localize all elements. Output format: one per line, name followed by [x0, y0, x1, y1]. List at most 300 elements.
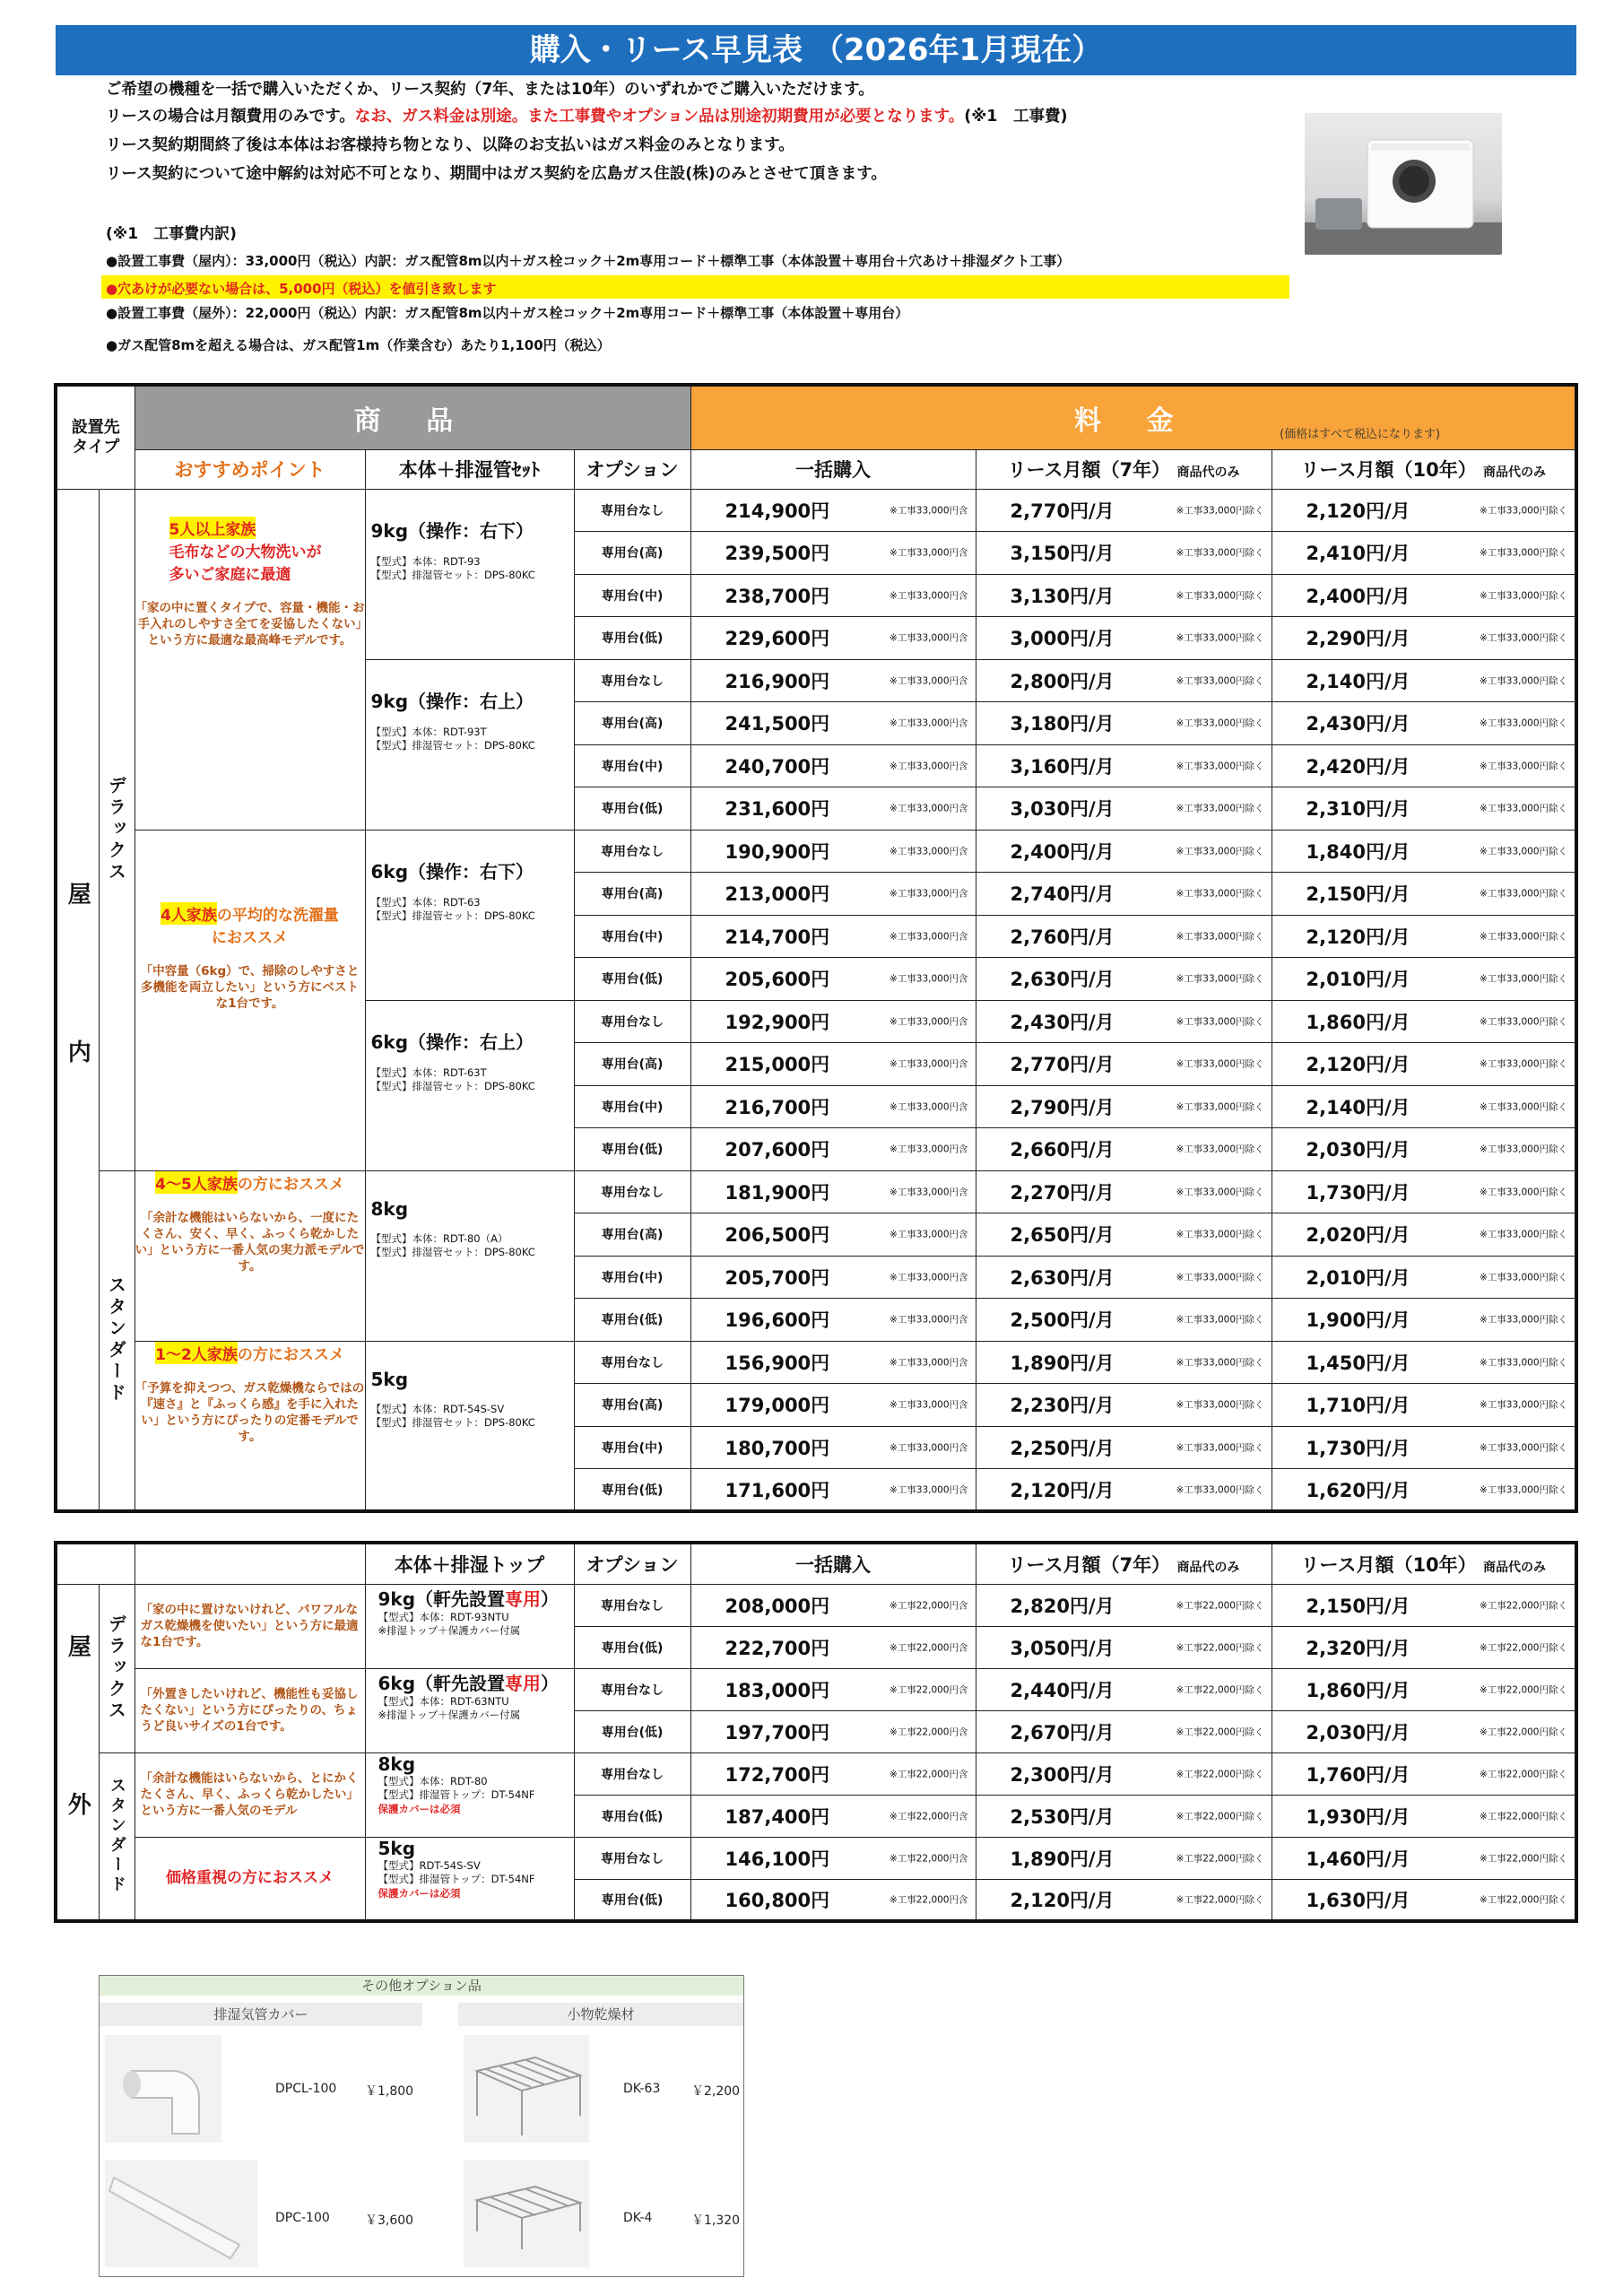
price-note: ※工事33,000円含	[889, 1272, 968, 1283]
table-row	[56, 1837, 1576, 1879]
price-note: ※工事33,000円除く	[1479, 590, 1568, 602]
type-deluxe: デラックス	[99, 1584, 135, 1752]
recommend-title	[135, 902, 365, 925]
price-cell	[976, 1256, 1271, 1299]
price-note: ※工事33,000円除く	[1479, 803, 1568, 814]
price-value: 2,660円/月	[1010, 1139, 1115, 1161]
price-value: 3,150円/月	[1010, 543, 1115, 565]
recommend-title	[135, 517, 365, 539]
price-cell	[690, 1213, 976, 1257]
price-note: ※工事33,000円除く	[1479, 888, 1568, 900]
option-label: 専用台なし	[574, 1170, 690, 1213]
price-cell	[1271, 1213, 1576, 1257]
price-note: ※工事33,000円除く	[1479, 718, 1568, 729]
price-cell	[1271, 830, 1576, 873]
price-value: 3,030円/月	[1010, 798, 1115, 821]
option-label: 専用台(中)	[574, 1426, 690, 1469]
model-cover-required: 保護カバーは必須	[378, 1886, 461, 1900]
model-type-body: 【型式】RDT-54S-SV	[378, 1858, 481, 1872]
option-label: 専用台(高)	[574, 1043, 690, 1086]
price-value: 1,450円/月	[1306, 1352, 1410, 1374]
price-note: ※工事33,000円含	[889, 718, 968, 729]
price-cell	[1271, 873, 1576, 916]
price-note: ※工事33,000円除く	[1176, 761, 1264, 772]
price-cell	[1271, 702, 1576, 745]
price-value: 2,120円/月	[1010, 1889, 1115, 1911]
price-value: 222,700円	[725, 1637, 830, 1659]
price-note: ※工事22,000円除く	[1479, 1811, 1567, 1822]
price-value: 216,700円	[725, 1096, 830, 1118]
price-cell	[1271, 1879, 1576, 1921]
price-note: ※工事22,000円除く	[1479, 1600, 1567, 1611]
price-cell	[976, 1426, 1271, 1469]
accessory-price-2: ￥3,600	[365, 2213, 414, 2228]
option-label: 専用台(高)	[574, 532, 690, 575]
recommend-t3: 多いご家庭に最適	[169, 565, 291, 584]
price-cell	[690, 659, 976, 702]
price-note: ※工事22,000円除く	[1479, 1726, 1567, 1737]
price-cell	[690, 1752, 976, 1795]
price-cell	[1271, 1085, 1576, 1128]
price-value: 238,700円	[725, 585, 830, 607]
rack-large-image	[464, 2035, 589, 2143]
price-value: 192,900円	[725, 1011, 830, 1033]
recommend-text: 「家の中に置くタイプで、容量・機能・お手入れのしやすさ全てを妥協したくない」という方に最適な最高峰モデルです。	[135, 600, 365, 648]
model-type-top: ※排湿トップ＋保護カバー付属	[378, 1623, 521, 1637]
price-note: ※工事33,000円除く	[1479, 1058, 1568, 1070]
model-cell	[365, 1000, 574, 1170]
price-cell	[976, 617, 1271, 660]
note-1: ●設置工事費（屋内）：33,000円（税込）内訳：ガス配管8m以内＋ガス栓コック＋2m専用コード＋標準工事（本体設置＋専用台＋穴あけ＋排湿ダクト工事）	[106, 253, 1071, 269]
model-type-pipe: 【型式】排湿管セット：DPS-80KC	[370, 909, 535, 922]
col-body: 本体＋排湿管ｾｯﾄ	[365, 449, 574, 489]
option-label: 専用台(高)	[574, 1213, 690, 1257]
model-type-top: 【型式】排湿管トップ：DT-54NF	[378, 1787, 535, 1801]
note-3: ●設置工事費（屋外）：22,000円（税込）内訳：ガス配管8m以内＋ガス栓コック＋2m専用コード＋標準工事（本体設置＋専用台）	[106, 305, 909, 321]
price-note: ※工事33,000円除く	[1479, 1272, 1568, 1283]
table-row	[56, 1752, 1576, 1795]
price-note: ※工事33,000円除く	[1479, 1484, 1568, 1495]
model-type-body: 【型式】本体：RDT-80	[378, 1774, 488, 1787]
price-value: 3,050円/月	[1010, 1637, 1115, 1659]
price-value: 241,500円	[725, 713, 830, 735]
price-note: ※工事33,000円除く	[1176, 1272, 1264, 1283]
accessory-box	[99, 1975, 744, 2277]
model-cell	[365, 1170, 574, 1341]
price-value: 2,270円/月	[1010, 1181, 1115, 1204]
price-value: 2,120円/月	[1010, 1479, 1115, 1501]
accessory-code-4: DK-4	[623, 2211, 653, 2225]
price-note: ※工事33,000円含	[889, 547, 968, 559]
option-label: 専用台(低)	[574, 1710, 690, 1752]
price-cell	[690, 1795, 976, 1837]
price-value: 2,630円/月	[1010, 969, 1115, 991]
price-note: ※工事33,000円含	[889, 1229, 968, 1240]
price-note: ※工事33,000円除く	[1176, 973, 1264, 985]
price-note: ※工事33,000円除く	[1479, 505, 1568, 517]
price-cell	[1271, 1710, 1576, 1752]
price-note: ※工事33,000円含	[889, 1016, 968, 1028]
price-cell	[690, 744, 976, 787]
price-value: 1,620円/月	[1306, 1479, 1410, 1501]
price-note: ※工事33,000円含	[889, 1442, 968, 1454]
price-note: ※工事22,000円除く	[1479, 1853, 1567, 1864]
model-type-pipe: 【型式】排湿管セット：DPS-80KC	[370, 1415, 535, 1429]
note-2: ●穴あけが必要ない場合は、5,000円（税込）を値引き致します	[106, 281, 497, 297]
price-value: 2,430円/月	[1010, 1011, 1115, 1033]
recommend-text: 価格重視の方におススメ	[166, 1869, 334, 1888]
price-cell	[976, 1085, 1271, 1128]
price-note: ※工事33,000円含	[889, 590, 968, 602]
price-value: 208,000円	[725, 1595, 830, 1617]
model-name	[366, 1753, 574, 1775]
outdoor-col-body: 本体＋排湿トップ	[365, 1543, 574, 1584]
price-cell	[1271, 489, 1576, 532]
option-label: 専用台なし	[574, 1341, 690, 1384]
model-name: 8kg	[370, 1197, 409, 1220]
price-note: ※工事33,000円含	[889, 1314, 968, 1326]
price-value: 197,700円	[725, 1721, 830, 1744]
price-cell	[1271, 1256, 1576, 1299]
model-name: 6kg（操作：右下）	[370, 860, 534, 883]
price-cell	[976, 1213, 1271, 1257]
option-label: 専用台(低)	[574, 1626, 690, 1668]
price-value: 229,600円	[725, 628, 830, 650]
price-cell	[1271, 1795, 1576, 1837]
price-value: 1,900円/月	[1306, 1309, 1410, 1332]
price-value: 2,030円/月	[1306, 1139, 1410, 1161]
price-value: 1,890円/月	[1010, 1848, 1115, 1870]
price-note: ※工事33,000円除く	[1479, 1399, 1568, 1411]
price-value: 2,150円/月	[1306, 1595, 1410, 1617]
price-cell	[976, 1837, 1271, 1879]
price-value: 205,700円	[725, 1266, 830, 1289]
price-note: ※工事22,000円除く	[1176, 1769, 1264, 1779]
option-label: 専用台(中)	[574, 915, 690, 958]
model-type-top: ※排湿トップ＋保護カバー付属	[378, 1708, 521, 1721]
price-note: ※工事33,000円除く	[1176, 1101, 1264, 1113]
price-note: ※工事33,000円含	[889, 1357, 968, 1369]
price-note: ※工事33,000円除く	[1176, 803, 1264, 814]
model-name-text: 9kg（軒先設置	[378, 1587, 506, 1610]
model-name-text: 6kg（軒先設置	[378, 1672, 506, 1694]
recommend-cell	[135, 1584, 365, 1668]
price-note: ※工事33,000円除く	[1176, 1016, 1264, 1028]
price-value: 2,800円/月	[1010, 670, 1115, 692]
price-cell	[1271, 1837, 1576, 1879]
type-deluxe: デラックス	[99, 489, 135, 1170]
price-value: 2,010円/月	[1306, 969, 1410, 991]
price-cell	[976, 830, 1271, 873]
outdoor-location-placeholder	[56, 1543, 135, 1584]
recommend-text: 「予算を抑えつつ、ガス乾燥機ならではの『速さ』と『ふっくら感』を手に入れたい」という方にぴったりの定番モデルです。	[135, 1380, 365, 1444]
price-note: ※工事33,000円除く	[1176, 547, 1264, 559]
price-note: ※工事33,000円含	[889, 888, 968, 900]
price-value: 1,630円/月	[1306, 1889, 1410, 1911]
col-buy: 一括購入	[690, 449, 976, 489]
price-cell	[690, 702, 976, 745]
option-label: 専用台なし	[574, 659, 690, 702]
recommend-highlight: 4～5人家族	[155, 1171, 238, 1194]
price-note: ※工事33,000円除く	[1479, 1357, 1568, 1369]
price-value: 156,900円	[725, 1352, 830, 1374]
price-cell	[976, 915, 1271, 958]
price-cell	[690, 1710, 976, 1752]
price-value: 2,420円/月	[1306, 755, 1410, 778]
model-name	[366, 1585, 574, 1611]
price-note: ※工事33,000円除く	[1176, 888, 1264, 900]
accessory-code-2: DPC-100	[275, 2211, 330, 2225]
price-value: 216,900円	[725, 670, 830, 692]
price-value: 2,010円/月	[1306, 1266, 1410, 1289]
recommend-cell	[135, 1170, 365, 1341]
price-note: ※工事33,000円除く	[1176, 1399, 1264, 1411]
price-note: ※工事33,000円除く	[1176, 1058, 1264, 1070]
model-type-pipe: 【型式】排湿管セット：DPS-80KC	[370, 568, 535, 581]
price-cell	[690, 489, 976, 532]
price-header: 料 金 (価格はすべて税込になります)	[690, 385, 1576, 449]
price-note: ※工事22,000円除く	[1176, 1684, 1264, 1695]
pipe-cover-image	[105, 2160, 257, 2267]
model-cell	[365, 830, 574, 1000]
intro-line-4: リース契約について途中解約は対応不可となり、期間中はガス契約を広島ガス住設(株)のみとさせて頂きます。	[106, 165, 887, 183]
price-cell	[1271, 1668, 1576, 1710]
price-note: ※工事22,000円除く	[1479, 1894, 1567, 1906]
model-cell	[365, 1752, 574, 1837]
notes-heading: (※1 工事費内訳)	[106, 225, 237, 243]
price-cell	[690, 1043, 976, 1086]
option-label: 専用台(中)	[574, 574, 690, 617]
model-name-end: ）	[541, 1587, 560, 1610]
price-value: 2,320円/月	[1306, 1637, 1410, 1659]
price-value: 2,740円/月	[1010, 883, 1115, 906]
price-value: 2,440円/月	[1010, 1679, 1115, 1701]
price-note: ※工事33,000円含	[889, 505, 968, 517]
price-cell	[1271, 1384, 1576, 1427]
price-value: 160,800円	[725, 1889, 830, 1911]
price-value: 3,160円/月	[1010, 755, 1115, 778]
price-value: 2,030円/月	[1306, 1721, 1410, 1744]
price-note: ※工事33,000円含	[889, 846, 968, 857]
model-type-body: 【型式】本体：RDT-63NTU	[378, 1694, 509, 1708]
option-label: 専用台なし	[574, 489, 690, 532]
option-label: 専用台(中)	[574, 1085, 690, 1128]
price-cell	[1271, 1584, 1576, 1626]
price-note: ※工事33,000円除く	[1479, 1144, 1568, 1155]
price-value: 1,730円/月	[1306, 1437, 1410, 1459]
price-cell	[976, 1710, 1271, 1752]
price-cell	[976, 1795, 1271, 1837]
option-label: 専用台(低)	[574, 1795, 690, 1837]
table-row	[56, 1584, 1576, 1626]
price-note: ※工事33,000円除く	[1479, 1101, 1568, 1113]
model-name	[366, 1838, 574, 1859]
price-note: ※工事22,000円含	[889, 1853, 968, 1864]
intro-line-2a: リースの場合は月額費用のみです。	[106, 108, 355, 126]
recommend-text: 「外置きしたいけれど、機能性も妥協したくない」という方にぴったりの、ちょうど良いサイズの1台です。	[140, 1687, 359, 1734]
price-value: 2,410円/月	[1306, 543, 1410, 565]
option-label: 専用台(高)	[574, 1384, 690, 1427]
price-cell	[690, 1000, 976, 1043]
recommend-text: 「余計な機能はいらないから、一度にたくさん、安く、早く、ふっくら乾かしたい」という方に一番人気の実力派モデルです。	[135, 1210, 365, 1274]
price-value: 1,840円/月	[1306, 840, 1410, 863]
option-label: 専用台(低)	[574, 617, 690, 660]
price-value: 206,500円	[725, 1224, 830, 1247]
price-note: ※工事22,000円除く	[1176, 1642, 1264, 1653]
price-cell	[976, 574, 1271, 617]
price-cell	[690, 1879, 976, 1921]
price-value: 2,670円/月	[1010, 1721, 1115, 1744]
price-cell	[690, 958, 976, 1001]
price-note: ※工事33,000円含	[889, 675, 968, 687]
price-value: 2,120円/月	[1306, 500, 1410, 522]
price-value: 146,100円	[725, 1848, 830, 1870]
accessory-price-3: ￥2,200	[691, 2084, 741, 2099]
price-value: 1,460円/月	[1306, 1848, 1410, 1870]
price-cell	[976, 1752, 1271, 1795]
price-cell	[690, 1426, 976, 1469]
price-value: 2,140円/月	[1306, 1096, 1410, 1118]
model-name-red: 専用	[505, 1672, 542, 1694]
model-type-body: 【型式】本体：RDT-54S-SV	[370, 1402, 505, 1415]
option-label: 専用台(低)	[574, 1299, 690, 1342]
model-cover-required: 保護カバーは必須	[378, 1802, 461, 1815]
price-value: 240,700円	[725, 755, 830, 778]
table-row	[56, 1668, 1576, 1710]
intro-line-1: ご希望の機種を一括で購入いただくか、リース契約（7年、または10年）のいずれかでご購入いただけます。	[106, 81, 874, 99]
price-note: ※工事33,000円除く	[1479, 1314, 1568, 1326]
price-value: 180,700円	[725, 1437, 830, 1459]
price-cell	[1271, 617, 1576, 660]
price-note: ※工事33,000円含	[889, 1058, 968, 1070]
price-note: ※工事22,000円含	[889, 1726, 968, 1737]
model-name: 9kg（操作：右上）	[370, 690, 534, 712]
price-value: 1,760円/月	[1306, 1763, 1410, 1786]
price-value: 1,930円/月	[1306, 1805, 1410, 1828]
price-cell	[690, 1584, 976, 1626]
col-option: オプション	[574, 449, 690, 489]
price-note: ※工事33,000円除く	[1176, 590, 1264, 602]
recommend-t2: 毛布などの大物洗いが	[169, 543, 322, 561]
price-cell	[976, 1469, 1271, 1512]
price-note: ※工事33,000円除く	[1176, 846, 1264, 857]
type-standard: スタンダード	[99, 1170, 135, 1511]
recommend-text: 「余計な機能はいらないから、とにかくたくさん、早く、ふっくら乾かしたい」という方に一番人気のモデル	[140, 1771, 360, 1818]
recommend-title	[135, 1342, 365, 1364]
price-value: 2,120円/月	[1306, 926, 1410, 948]
price-value: 187,400円	[725, 1805, 830, 1828]
price-cell	[1271, 532, 1576, 575]
price-cell	[976, 1341, 1271, 1384]
price-value: 2,530円/月	[1010, 1805, 1115, 1828]
recommend-text: 「家の中に置けないけれど、パワフルなガス乾燥機を使いたい」という方に最適な1台です。	[140, 1603, 359, 1649]
intro-line-2c: (※1 工事費)	[964, 108, 1068, 126]
price-note: ※工事33,000円含	[889, 1101, 968, 1113]
price-value: 3,000円/月	[1010, 628, 1115, 650]
model-name: 6kg（操作：右上）	[370, 1031, 534, 1053]
price-note: ※工事33,000円含	[889, 1484, 968, 1495]
price-note: ※工事33,000円除く	[1479, 1442, 1568, 1454]
price-value: 3,180円/月	[1010, 713, 1115, 735]
option-label: 専用台なし	[574, 830, 690, 873]
price-note: ※工事22,000円含	[889, 1684, 968, 1695]
price-cell	[976, 659, 1271, 702]
option-label: 専用台なし	[574, 1000, 690, 1043]
col-recommend: おすすめポイント	[135, 449, 365, 489]
price-note: ※工事33,000円含	[889, 1144, 968, 1155]
recommend-cell	[135, 1341, 365, 1511]
price-value: 1,860円/月	[1306, 1679, 1410, 1701]
price-cell	[1271, 1043, 1576, 1086]
price-value: 2,140円/月	[1306, 670, 1410, 692]
price-note: ※工事22,000円除く	[1176, 1853, 1264, 1864]
price-value: 2,630円/月	[1010, 1266, 1115, 1289]
model-cell	[365, 489, 574, 659]
price-value: 2,430円/月	[1306, 713, 1410, 735]
price-cell	[1271, 1000, 1576, 1043]
page-title: 購入・リース早見表 （2026年1月現在）	[56, 25, 1576, 75]
price-cell	[976, 1384, 1271, 1427]
accessory-code-1: DPCL-100	[275, 2082, 337, 2096]
option-label: 専用台(低)	[574, 1128, 690, 1171]
price-cell	[976, 787, 1271, 831]
price-cell	[1271, 1469, 1576, 1512]
model-name-end: ）	[541, 1672, 560, 1694]
price-cell	[976, 1299, 1271, 1342]
price-cell	[976, 958, 1271, 1001]
price-cell	[690, 830, 976, 873]
price-value: 2,500円/月	[1010, 1309, 1115, 1332]
price-cell	[690, 1626, 976, 1668]
table-row	[56, 830, 1576, 873]
price-note: ※工事22,000円含	[889, 1600, 968, 1611]
outdoor-empty-header	[135, 1543, 365, 1584]
price-note: ※工事33,000円除く	[1479, 973, 1568, 985]
price-value: 214,900円	[725, 500, 830, 522]
price-note: ※工事33,000円除く	[1176, 1357, 1264, 1369]
location-outdoor: 屋 外	[56, 1584, 99, 1921]
price-note: ※工事22,000円除く	[1479, 1642, 1567, 1653]
model-cell	[365, 1668, 574, 1752]
model-type-body: 【型式】本体：RDT-63	[370, 895, 481, 909]
model-name: 9kg（操作：右下）	[370, 519, 534, 542]
price-cell	[690, 1256, 976, 1299]
outdoor-col-option: オプション	[574, 1543, 690, 1584]
price-value: 3,130円/月	[1010, 585, 1115, 607]
price-note: ※工事33,000円除く	[1479, 675, 1568, 687]
note-4: ●ガス配管8mを超える場合は、ガス配管1m（作業含む）あたり1,100円（税込）	[106, 337, 611, 353]
price-note: ※工事33,000円除く	[1479, 547, 1568, 559]
price-cell	[1271, 1170, 1576, 1213]
price-cell	[976, 744, 1271, 787]
recommend-title	[135, 1171, 365, 1194]
price-value: 2,120円/月	[1306, 1054, 1410, 1076]
price-note: ※工事22,000円除く	[1176, 1894, 1264, 1906]
option-label: 専用台(高)	[574, 702, 690, 745]
price-note: ※工事33,000円除く	[1176, 1229, 1264, 1240]
price-note: ※工事22,000円含	[889, 1642, 968, 1653]
type-label: 設置先 タイプ	[56, 385, 135, 489]
recommend-cell	[135, 830, 365, 1170]
model-type-pipe: 【型式】排湿管セット：DPS-80KC	[370, 738, 535, 752]
recommend-cell	[135, 1837, 365, 1921]
model-cell	[365, 1837, 574, 1921]
option-label: 専用台(中)	[574, 1256, 690, 1299]
price-note: ※工事33,000円含	[889, 803, 968, 814]
price-cell	[976, 1170, 1271, 1213]
price-note: ※工事33,000円除く	[1479, 931, 1568, 943]
option-label: 専用台なし	[574, 1668, 690, 1710]
